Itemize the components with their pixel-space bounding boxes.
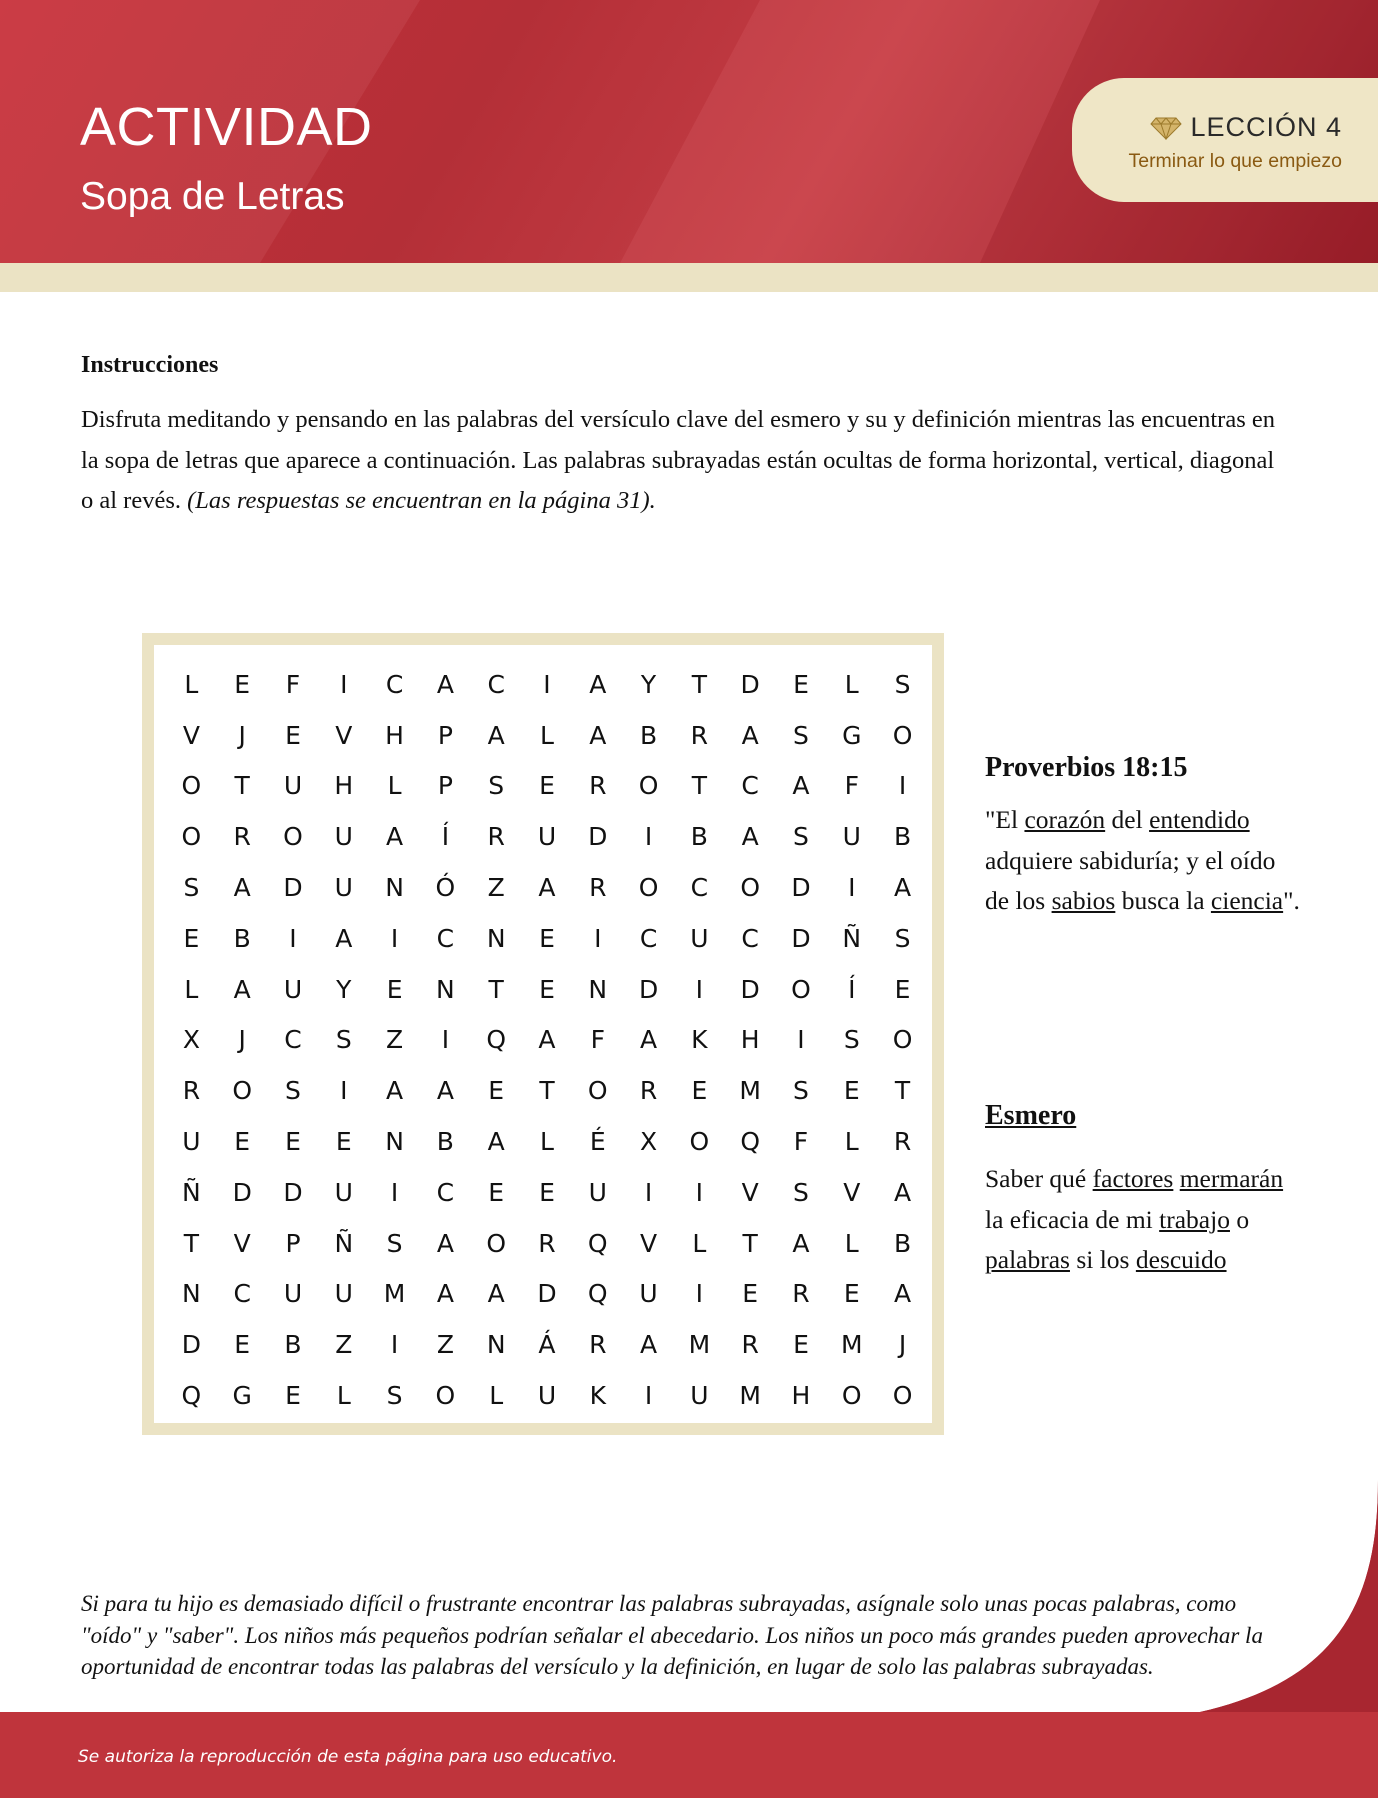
grid-letter[interactable]: A [487,1279,505,1309]
grid-letter[interactable]: O [638,873,659,903]
lesson-badge [1072,78,1378,202]
underlined-word: factores [1092,1164,1174,1193]
grid-letter[interactable]: K [589,1381,606,1411]
grid-letter[interactable]: T [691,771,707,801]
text-segment: del [1105,805,1150,834]
lesson-label: LECCIÓN 4 [1190,112,1342,142]
grid-letter[interactable]: L [844,1228,859,1258]
grid-letter[interactable]: I [898,771,907,801]
grid-letter[interactable]: M [739,1381,761,1411]
footer-text: Se autoriza la reproducción de esta página para uso educativo. [78,1747,618,1767]
grid-letter[interactable]: M [840,1330,863,1360]
grid-letter[interactable]: O [435,1381,456,1411]
grid-letter[interactable]: B [893,1228,912,1258]
grid-letter[interactable]: B [690,822,708,852]
grid-letter[interactable]: Q [181,1381,202,1411]
grid-letter[interactable]: H [791,1381,811,1411]
grid-letter[interactable]: I [390,1330,399,1360]
grid-letter[interactable]: A [233,974,251,1004]
grid-letter[interactable]: Q [486,1025,507,1055]
grid-letter[interactable]: A [640,1330,658,1360]
grid-letter[interactable]: E [234,1127,251,1157]
grid-letter[interactable]: U [283,1279,303,1309]
grid-letter[interactable]: O [791,974,811,1004]
grid-letter[interactable]: C [284,1025,302,1055]
grid-letter[interactable]: D [740,974,760,1004]
grid-letter[interactable]: S [183,873,200,903]
grid-letter[interactable]: R [893,1127,912,1157]
grid-letter[interactable]: V [335,720,353,750]
grid-letter[interactable]: U [334,873,353,903]
grid-letter[interactable]: S [285,1076,301,1106]
grid-letter[interactable]: D [232,1177,252,1207]
grid-letter[interactable]: Q [587,1279,608,1309]
grid-letter[interactable]: I [543,669,551,699]
gem-icon [1150,116,1182,140]
text-segment: busca la [1115,886,1211,915]
grid-letter[interactable]: A [741,720,759,750]
grid-letter[interactable]: O [740,873,760,903]
grid-letter[interactable]: A [792,771,810,801]
grid-letter[interactable]: K [691,1025,708,1055]
grid-letter[interactable]: T [539,1076,555,1106]
grid-letter[interactable]: A [894,1279,912,1309]
text-segment: la eficacia de mi [985,1204,1160,1234]
grid-letter[interactable]: E [488,1076,505,1106]
grid-letter[interactable]: I [390,923,399,953]
grid-letter[interactable]: I [289,923,297,953]
grid-letter[interactable]: F [793,1127,809,1157]
grid-letter[interactable]: T [488,974,504,1004]
word-search-board [154,645,932,1423]
grid-letter[interactable]: N [385,873,404,903]
grid-letter[interactable]: Á [538,1330,556,1360]
grid-letter[interactable]: S [793,1177,809,1207]
grid-letter[interactable]: B [893,822,912,852]
grid-letter[interactable]: Q [587,1228,608,1258]
grid-letter[interactable]: N [436,974,455,1004]
grid-letter[interactable]: O [587,1076,608,1106]
grid-letter[interactable]: A [386,1076,404,1106]
grid-letter[interactable]: A [436,1076,454,1106]
grid-letter[interactable]: R [589,1330,607,1360]
grid-letter[interactable]: E [539,1177,555,1207]
grid-letter[interactable]: Z [436,1330,454,1360]
grid-letter[interactable]: V [182,720,200,750]
grid-letter[interactable]: P [437,771,453,801]
grid-letter[interactable]: E [488,1177,505,1207]
grid-letter[interactable]: F [285,669,301,699]
page-title: ACTIVIDAD [80,97,373,157]
grid-letter[interactable]: A [335,923,353,953]
grid-letter[interactable]: E [793,1330,809,1360]
grid-letter[interactable]: I [644,1177,653,1207]
underlined-word: descuido [1135,1245,1227,1274]
grid-letter[interactable]: B [639,720,658,750]
grid-letter[interactable]: Í [848,974,856,1004]
grid-letter[interactable]: H [740,1025,760,1055]
verse-reference: Proverbios 18:15 [985,752,1188,783]
grid-letter[interactable]: T [742,1228,758,1258]
grid-letter[interactable]: Ó [435,873,456,903]
grid-letter[interactable]: H [334,771,354,801]
grid-letter[interactable]: X [182,1025,200,1055]
grid-letter[interactable]: O [689,1127,710,1157]
grid-letter[interactable]: Z [386,1025,404,1055]
grid-letter[interactable]: A [741,822,759,852]
grid-letter[interactable]: D [181,1330,202,1360]
grid-letter[interactable]: R [182,1076,201,1106]
grid-letter[interactable]: E [539,974,555,1004]
grid-letter[interactable]: L [844,1127,859,1157]
grid-letter[interactable]: R [690,720,709,750]
page-subtitle: Sopa de Letras [80,175,345,218]
grid-letter[interactable]: O [181,822,202,852]
grid-letter[interactable]: U [537,822,557,852]
grid-letter[interactable]: S [386,1381,403,1411]
grid-letter[interactable]: O [892,1025,913,1055]
grid-letter[interactable]: U [334,1177,353,1207]
grid-letter[interactable]: S [894,923,911,953]
text-segment: o [1229,1204,1250,1234]
grid-letter[interactable]: G [842,720,862,750]
grid-letter[interactable]: S [843,1025,860,1055]
grid-letter[interactable]: O [232,1076,253,1106]
grid-letter[interactable]: U [639,1279,658,1309]
grid-letter[interactable]: T [183,1228,200,1258]
grid-letter[interactable]: U [334,822,353,852]
grid-letter[interactable]: T [234,771,250,801]
grid-letter[interactable]: U [842,822,861,852]
grid-letter[interactable]: N [385,1127,404,1157]
grid-letter[interactable]: C [436,923,455,953]
grid-letter[interactable]: A [792,1228,810,1258]
grid-letter[interactable]: C [385,669,404,699]
grid-letter[interactable]: O [181,771,202,801]
grid-letter[interactable]: D [283,873,303,903]
grid-letter[interactable]: C [741,923,759,953]
text-segment: ". [1283,886,1300,915]
grid-letter[interactable]: I [695,1279,704,1309]
grid-letter[interactable]: L [844,669,859,699]
underlined-word: ciencia [1210,886,1284,915]
verse-text [985,800,1305,922]
grid-letter[interactable]: J [238,720,246,750]
grid-letter[interactable]: U [182,1127,201,1157]
grid-letter[interactable]: I [644,1381,653,1411]
grid-letter[interactable]: V [640,1228,658,1258]
grid-letter[interactable]: I [797,1025,805,1055]
grid-letter[interactable]: R [792,1279,810,1309]
grid-letter[interactable]: I [644,822,653,852]
grid-letter[interactable]: X [640,1127,658,1157]
header-banner [0,0,1378,263]
grid-letter[interactable]: R [741,1330,759,1360]
grid-letter[interactable]: N [182,1279,201,1309]
grid-letter[interactable]: D [740,669,760,699]
grid-letter[interactable]: R [538,1228,556,1258]
grid-letter[interactable]: E [539,923,555,953]
grid-letter[interactable]: E [234,1330,251,1360]
grid-letter[interactable]: I [594,923,602,953]
grid-letter[interactable]: E [183,923,200,953]
grid-letter[interactable]: A [436,1279,454,1309]
grid-letter[interactable]: Z [487,873,505,903]
grid-letter[interactable]: E [285,1127,301,1157]
grid-letter[interactable]: P [285,1228,301,1258]
underlined-word: trabajo [1159,1204,1230,1234]
instructions-text [81,400,1281,522]
grid-letter[interactable]: L [387,771,402,801]
grid-letter[interactable]: E [742,1279,759,1309]
grid-letter[interactable]: C [487,669,505,699]
underlined-word: sabios [1051,886,1116,915]
grid-letter[interactable]: Z [335,1330,353,1360]
grid-letter[interactable]: C [639,923,658,953]
grid-letter[interactable]: A [538,1025,556,1055]
grid-letter[interactable]: T [691,669,707,699]
grid-letter[interactable]: S [793,1076,809,1106]
grid-letter[interactable]: L [489,1381,504,1411]
instructions-title: Instrucciones [81,352,219,378]
grid-letter[interactable]: V [233,1228,251,1258]
grid-letter[interactable]: O [892,1381,913,1411]
grid-letter[interactable]: L [692,1228,707,1258]
grid-letter[interactable]: Y [640,669,657,699]
grid-letter[interactable]: I [848,873,856,903]
grid-letter[interactable]: A [589,720,607,750]
word-search-frame [142,633,944,1435]
grid-letter[interactable]: D [638,974,659,1004]
grid-letter[interactable]: E [386,974,403,1004]
grid-letter[interactable]: Ñ [334,1228,354,1258]
grid-letter[interactable]: O [283,822,303,852]
grid-letter[interactable]: N [588,974,608,1004]
grid-letter[interactable]: O [892,720,913,750]
grid-letter[interactable]: L [540,720,554,750]
lesson-subtitle: Terminar lo que empiezo [1128,150,1342,172]
underlined-word: mermarán [1179,1164,1284,1193]
header-stripe [0,263,1378,292]
grid-letter[interactable]: I [390,1177,399,1207]
grid-letter[interactable]: L [336,1381,351,1411]
underlined-word: corazón [1024,805,1106,834]
grid-letter[interactable]: É [589,1127,606,1157]
grid-letter[interactable]: E [285,720,301,750]
text-segment: "El [985,805,1025,834]
grid-letter[interactable]: A [894,1177,912,1207]
grid-letter[interactable]: E [285,1381,301,1411]
grid-letter[interactable]: L [184,669,199,699]
grid-letter[interactable]: S [335,1025,352,1055]
grid-letter[interactable]: B [436,1127,454,1157]
definition-title: Esmero [985,1100,1077,1131]
grid-letter[interactable]: D [283,1177,303,1207]
grid-letter[interactable]: L [184,974,199,1004]
word-search-grid [166,659,928,1421]
grid-letter[interactable]: R [589,873,607,903]
grid-letter[interactable]: I [695,1177,704,1207]
grid-letter[interactable]: R [589,771,607,801]
text-segment: si los [1069,1245,1136,1274]
grid-letter[interactable]: R [639,1076,658,1106]
grid-letter[interactable]: O [486,1228,507,1258]
grid-letter[interactable]: L [540,1127,554,1157]
grid-letter[interactable]: B [284,1330,302,1360]
grid-letter[interactable]: C [233,1279,251,1309]
grid-letter[interactable]: N [486,923,506,953]
grid-letter[interactable]: U [588,1177,607,1207]
grid-letter[interactable]: N [486,1330,506,1360]
grid-letter[interactable]: E [843,1076,860,1106]
grid-letter[interactable]: A [640,1025,658,1055]
grid-letter[interactable]: V [741,1177,759,1207]
underlined-word: entendido [1149,805,1250,834]
grid-letter[interactable]: F [590,1025,605,1055]
grid-letter[interactable]: C [436,1177,455,1207]
grid-letter[interactable]: Ñ [842,923,862,953]
grid-letter[interactable]: S [894,669,911,699]
grid-letter[interactable]: D [791,873,811,903]
grid-letter[interactable]: U [283,771,303,801]
grid-letter[interactable]: I [340,1076,348,1106]
grid-letter[interactable]: A [538,873,556,903]
grid-letter[interactable]: G [232,1381,252,1411]
grid-letter[interactable]: U [283,974,303,1004]
grid-letter[interactable]: U [690,923,709,953]
grid-letter[interactable]: I [340,669,348,699]
grid-letter[interactable]: S [386,1228,403,1258]
definition-text [985,1159,1305,1281]
grid-letter[interactable]: E [793,669,809,699]
grid-letter[interactable]: R [487,822,505,852]
grid-letter[interactable]: Ñ [182,1177,201,1207]
text-segment: adquiere sabiduría; y el oído de los [985,845,1276,915]
grid-letter[interactable]: S [488,771,505,801]
grid-letter[interactable]: E [539,771,555,801]
instructions-body: Disfruta meditando y pensando en las palabras del versículo clave del esmero y su y definición mientras las encuentras en la sopa de letras que aparece a continuación. Las palabras subrayadas están ocultas de forma horizontal, vertical, diagonal o al revés. [81,406,1275,514]
grid-letter[interactable]: A [436,669,454,699]
grid-letter[interactable]: E [894,974,911,1004]
grid-letter[interactable]: J [898,1330,907,1360]
grid-letter[interactable]: U [690,1381,709,1411]
grid-letter[interactable]: S [793,720,809,750]
instructions-note: (Las respuestas se encuentran en la página 31). [187,487,656,514]
grid-letter[interactable]: M [383,1279,406,1309]
grid-letter[interactable]: D [537,1279,557,1309]
grid-letter[interactable]: Y [336,974,352,1004]
grid-letter[interactable]: I [441,1025,450,1055]
grid-letter[interactable]: M [688,1330,711,1360]
grid-letter[interactable]: B [233,923,251,953]
grid-letter[interactable]: A [589,669,607,699]
grid-letter[interactable]: A [894,873,912,903]
grid-letter[interactable]: F [844,771,859,801]
grid-letter[interactable]: R [233,822,251,852]
grid-letter[interactable]: Í [441,822,450,852]
grid-letter[interactable]: P [437,720,453,750]
grid-letter[interactable]: O [638,771,659,801]
grid-letter[interactable]: C [741,771,759,801]
grid-letter[interactable]: U [537,1381,557,1411]
grid-letter[interactable]: Q [740,1127,760,1157]
grid-letter[interactable]: A [386,822,404,852]
grid-letter[interactable]: E [843,1279,860,1309]
grid-letter[interactable]: A [436,1228,454,1258]
grid-letter[interactable]: M [739,1076,761,1106]
grid-letter[interactable]: A [233,873,251,903]
grid-letter[interactable]: E [234,669,251,699]
grid-letter[interactable]: D [791,923,811,953]
grid-letter[interactable]: H [385,720,404,750]
underlined-word: palabras [985,1245,1070,1274]
text-segment: Saber qué [985,1164,1093,1193]
grid-letter[interactable]: T [894,1076,911,1106]
grid-letter[interactable]: O [841,1381,862,1411]
parent-note: Si para tu hijo es demasiado difícil o frustrante encontrar las palabras subrayadas, asígnale solo unas pocas palabras, como "oído" y "saber". Los niños más pequeños podrían señalar el abecedario. Los niños un poco más grandes pueden aprovechar la oportunidad de encontrar todas las palabras del versículo y la definición, en lugar de solo las palabras subrayadas. [81,1591,1263,1679]
grid-letter[interactable]: I [695,974,704,1004]
grid-letter[interactable]: U [334,1279,353,1309]
grid-letter[interactable]: C [690,873,709,903]
grid-letter[interactable]: E [691,1076,708,1106]
grid-letter[interactable]: A [487,1127,505,1157]
grid-letter[interactable]: D [588,822,608,852]
grid-letter[interactable]: J [238,1025,246,1055]
grid-letter[interactable]: V [843,1177,861,1207]
grid-letter[interactable]: E [335,1127,352,1157]
grid-letter[interactable]: A [487,720,505,750]
grid-letter[interactable]: S [793,822,809,852]
